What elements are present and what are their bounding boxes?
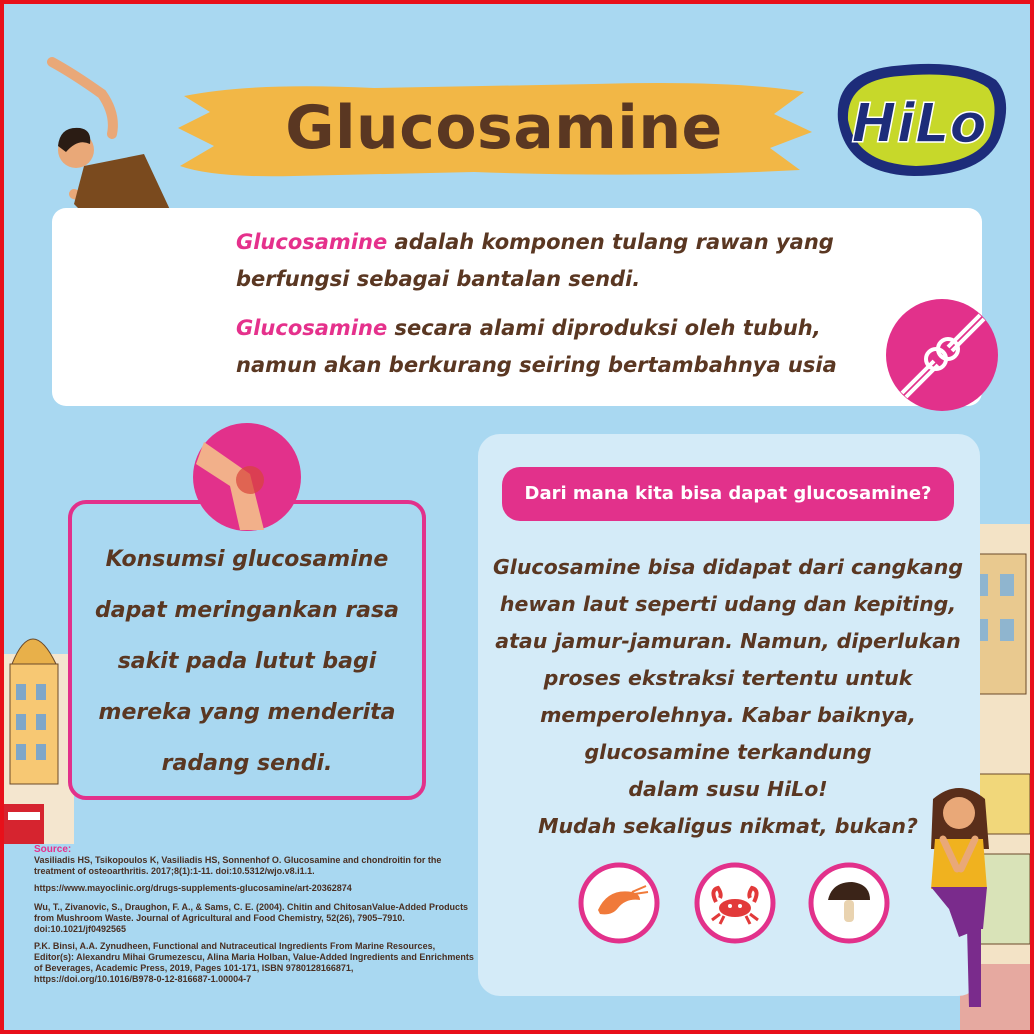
source-link[interactable]: https://www.mayoclinic.org/drugs-supplements-glucosamine/art-20362874: [34, 883, 352, 893]
knee-line: Konsumsi glucosamine: [105, 547, 389, 572]
answer-line: memperolehnya. Kabar baiknya,: [540, 703, 916, 727]
knee-icon: [192, 422, 302, 532]
sources-block: [34, 844, 474, 991]
question-banner: Dari mana kita bisa dapat glucosamine?: [502, 467, 954, 521]
knee-line: mereka yang menderita: [98, 700, 396, 725]
answer-line: glucosamine terkandung: [584, 740, 872, 764]
yoga-woman-illustration: [909, 779, 1014, 1014]
hilo-logo: [824, 54, 1014, 184]
knee-benefit-text: [70, 534, 424, 789]
answer-line: dalam susu HiLo!: [628, 777, 828, 801]
intro-line-1: adalah komponen tulang rawan yang: [387, 230, 834, 254]
answer-line: proses ekstraksi tertentu untuk: [543, 666, 913, 690]
intro-accent-2: Glucosamine: [236, 316, 388, 340]
sources-heading: Source:: [34, 844, 72, 855]
page-title: Glucosamine: [285, 93, 723, 163]
knee-line: sakit pada lutut bagi: [117, 649, 377, 674]
intro-paragraph-1: [236, 224, 866, 298]
answer-text: [490, 549, 966, 845]
mushroom-icon: [808, 862, 890, 944]
intro-line-1-cont: berfungsi sebagai bantalan sendi.: [236, 267, 641, 291]
source-item: P.K. Binsi, A.A. Zynudheen, Functional and Nutraceutical Ingredients From Marine Resources, Editor(s): Alexandru Mihai Grumezescu, Alina Maria Holban, Value-Added Ingredients and Enrichments of Beverages, Academic Press, 2019, Pages 101-171, ISBN 9780128166871, https://doi.org/10.1016/B978-0-12-816687-1.00004-7: [34, 941, 474, 984]
shrimp-icon: [578, 862, 660, 944]
intro-accent-1: Glucosamine: [236, 230, 388, 254]
crab-icon: [694, 862, 776, 944]
intro-line-2: secara alami diproduksi oleh tubuh,: [387, 316, 821, 340]
intro-paragraph-2: [236, 310, 866, 384]
joint-icon: [884, 297, 1000, 413]
answer-line: hewan laut seperti udang dan kepiting,: [499, 592, 957, 616]
answer-line: Mudah sekaligus nikmat, bukan?: [538, 814, 918, 838]
knee-line: dapat meringankan rasa: [95, 598, 399, 623]
knee-line: radang sendi.: [161, 751, 333, 776]
source-item: Wu, T., Zivanovic, S., Draughon, F. A., & Sams, C. E. (2004). Chitin and ChitosanValue-Added Products from Mushroom Waste. Journal of Agricultural and Food Chemistry, 52(26), 7905–7910. doi:10.1021/jf0492565: [34, 902, 469, 934]
intro-line-2-cont: namun akan berkurang seiring bertambahnya usia: [236, 353, 837, 377]
answer-line: Glucosamine bisa didapat dari cangkang: [492, 555, 964, 579]
svg-text:HiLo: HiLo: [851, 92, 987, 155]
answer-line: atau jamur-jamuran. Namun, diperlukan: [495, 629, 961, 653]
intro-text: [236, 224, 866, 396]
city-sketch-left: [4, 604, 74, 844]
source-item: Vasiliadis HS, Tsikopoulos K, Vasiliadis HS, Sonnenhof O. Glucosamine and chondroitin for the treatment of osteoarthritis. 2017;8(1):1-11. doi:10.5312/wjo.v8.i1.1.: [34, 855, 442, 876]
